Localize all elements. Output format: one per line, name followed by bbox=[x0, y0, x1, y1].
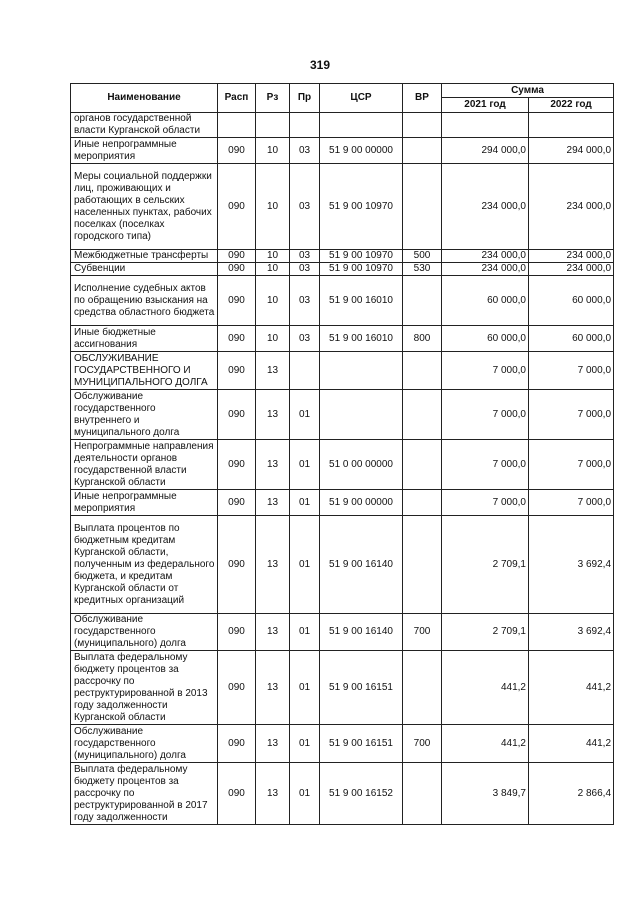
cell-name: Иные бюджетные ассигнования bbox=[71, 326, 218, 352]
cell-rasp: 090 bbox=[218, 390, 256, 440]
cell-csr: 51 0 00 00000 bbox=[320, 440, 403, 490]
cell-vr bbox=[403, 490, 442, 516]
cell-2021: 7 000,0 bbox=[442, 440, 529, 490]
cell-rasp: 090 bbox=[218, 651, 256, 725]
cell-2022: 60 000,0 bbox=[529, 326, 614, 352]
cell-pr: 01 bbox=[290, 651, 320, 725]
cell-pr: 01 bbox=[290, 763, 320, 825]
cell-rasp: 090 bbox=[218, 326, 256, 352]
cell-2021: 7 000,0 bbox=[442, 352, 529, 390]
table-row bbox=[71, 250, 614, 263]
cell-rasp: 090 bbox=[218, 138, 256, 164]
cell-name: Меры социальной поддержки лиц, проживающих и работающих в сельских населенных пунктах, рабочих поселках (поселках городского типа) bbox=[71, 164, 218, 250]
cell-name: Обслуживание государственного (муниципального) долга bbox=[71, 614, 218, 651]
cell-2022: 441,2 bbox=[529, 725, 614, 763]
cell-vr: 800 bbox=[403, 326, 442, 352]
table-row bbox=[71, 276, 614, 326]
cell-pr: 01 bbox=[290, 490, 320, 516]
cell-2021: 60 000,0 bbox=[442, 276, 529, 326]
cell-2022: 7 000,0 bbox=[529, 440, 614, 490]
cell-csr: 51 9 00 00000 bbox=[320, 490, 403, 516]
cell-vr: 700 bbox=[403, 725, 442, 763]
cell-pr: 03 bbox=[290, 326, 320, 352]
cell-pr: 01 bbox=[290, 440, 320, 490]
cell-vr bbox=[403, 113, 442, 138]
cell-vr bbox=[403, 516, 442, 614]
cell-pr bbox=[290, 352, 320, 390]
cell-rz: 10 bbox=[256, 263, 290, 276]
cell-csr: 51 9 00 10970 bbox=[320, 263, 403, 276]
cell-2022: 441,2 bbox=[529, 651, 614, 725]
cell-vr: 530 bbox=[403, 263, 442, 276]
cell-2022: 60 000,0 bbox=[529, 276, 614, 326]
table-row bbox=[71, 113, 614, 138]
col-header-name: Наименование bbox=[71, 84, 218, 113]
cell-2021: 60 000,0 bbox=[442, 326, 529, 352]
cell-name: Исполнение судебных актов по обращению взыскания на средства областного бюджета bbox=[71, 276, 218, 326]
cell-2022: 234 000,0 bbox=[529, 250, 614, 263]
cell-rz: 13 bbox=[256, 516, 290, 614]
cell-2022: 3 692,4 bbox=[529, 516, 614, 614]
cell-rasp bbox=[218, 113, 256, 138]
cell-2022: 7 000,0 bbox=[529, 390, 614, 440]
cell-rz: 13 bbox=[256, 490, 290, 516]
page-number: 319 bbox=[309, 58, 331, 72]
cell-2022: 2 866,4 bbox=[529, 763, 614, 825]
cell-2021 bbox=[442, 113, 529, 138]
table-row bbox=[71, 490, 614, 516]
cell-rasp: 090 bbox=[218, 490, 256, 516]
col-header-2022: 2022 год bbox=[529, 98, 614, 113]
cell-rz: 13 bbox=[256, 390, 290, 440]
budget-table bbox=[70, 83, 614, 825]
table-row bbox=[71, 725, 614, 763]
cell-csr bbox=[320, 352, 403, 390]
col-header-sum: Сумма bbox=[442, 84, 614, 98]
cell-rz: 13 bbox=[256, 352, 290, 390]
cell-pr: 03 bbox=[290, 164, 320, 250]
cell-name: ОБСЛУЖИВАНИЕ ГОСУДАРСТВЕННОГО И МУНИЦИПАЛЬНОГО ДОЛГА bbox=[71, 352, 218, 390]
cell-pr: 03 bbox=[290, 276, 320, 326]
cell-vr bbox=[403, 352, 442, 390]
cell-rasp: 090 bbox=[218, 352, 256, 390]
cell-csr bbox=[320, 390, 403, 440]
cell-name: Выплата процентов по бюджетным кредитам Курганской области, полученным из федерального бюджета, и кредитам Курганской области от кредитных организаций bbox=[71, 516, 218, 614]
cell-rasp: 090 bbox=[218, 263, 256, 276]
cell-rz: 10 bbox=[256, 250, 290, 263]
cell-rz: 13 bbox=[256, 614, 290, 651]
cell-csr: 51 9 00 16010 bbox=[320, 326, 403, 352]
cell-pr: 01 bbox=[290, 725, 320, 763]
cell-2022: 294 000,0 bbox=[529, 138, 614, 164]
cell-rz bbox=[256, 113, 290, 138]
cell-csr: 51 9 00 10970 bbox=[320, 164, 403, 250]
cell-vr bbox=[403, 390, 442, 440]
cell-2021: 7 000,0 bbox=[442, 390, 529, 440]
cell-rz: 10 bbox=[256, 326, 290, 352]
table-row bbox=[71, 651, 614, 725]
cell-2022: 7 000,0 bbox=[529, 490, 614, 516]
cell-csr bbox=[320, 113, 403, 138]
cell-rz: 10 bbox=[256, 164, 290, 250]
cell-pr bbox=[290, 113, 320, 138]
col-header-pr: Пр bbox=[290, 84, 320, 113]
cell-2021: 3 849,7 bbox=[442, 763, 529, 825]
cell-csr: 51 9 00 10970 bbox=[320, 250, 403, 263]
cell-2021: 2 709,1 bbox=[442, 516, 529, 614]
cell-vr bbox=[403, 440, 442, 490]
table-row bbox=[71, 440, 614, 490]
cell-2021: 441,2 bbox=[442, 651, 529, 725]
table-row bbox=[71, 263, 614, 276]
cell-rasp: 090 bbox=[218, 763, 256, 825]
cell-vr bbox=[403, 138, 442, 164]
table-row bbox=[71, 763, 614, 825]
cell-csr: 51 9 00 16151 bbox=[320, 725, 403, 763]
cell-name: Выплата федеральному бюджету процентов за рассрочку по реструктурированной в 2017 году задолженности bbox=[71, 763, 218, 825]
col-header-vr: ВР bbox=[403, 84, 442, 113]
col-header-rz: Рз bbox=[256, 84, 290, 113]
cell-pr: 03 bbox=[290, 263, 320, 276]
cell-rz: 13 bbox=[256, 763, 290, 825]
table-header-row bbox=[71, 84, 614, 98]
col-header-csr: ЦСР bbox=[320, 84, 403, 113]
table-row bbox=[71, 516, 614, 614]
cell-2021: 2 709,1 bbox=[442, 614, 529, 651]
cell-pr: 01 bbox=[290, 614, 320, 651]
cell-pr: 01 bbox=[290, 390, 320, 440]
cell-rz: 13 bbox=[256, 651, 290, 725]
cell-2021: 234 000,0 bbox=[442, 164, 529, 250]
cell-csr: 51 9 00 00000 bbox=[320, 138, 403, 164]
cell-name: Иные непрограммные мероприятия bbox=[71, 490, 218, 516]
cell-name: Выплата федеральному бюджету процентов за рассрочку по реструктурированной в 2013 году задолженности Курганской области bbox=[71, 651, 218, 725]
cell-rasp: 090 bbox=[218, 276, 256, 326]
cell-pr: 01 bbox=[290, 516, 320, 614]
cell-2021: 441,2 bbox=[442, 725, 529, 763]
cell-name: Обслуживание государственного (муниципального) долга bbox=[71, 725, 218, 763]
cell-2022: 3 692,4 bbox=[529, 614, 614, 651]
col-header-2021: 2021 год bbox=[442, 98, 529, 113]
cell-name: Непрограммные направления деятельности органов государственной власти Курганской области bbox=[71, 440, 218, 490]
table-row bbox=[71, 390, 614, 440]
cell-csr: 51 9 00 16010 bbox=[320, 276, 403, 326]
table-row bbox=[71, 352, 614, 390]
table-row bbox=[71, 614, 614, 651]
cell-rasp: 090 bbox=[218, 440, 256, 490]
table-row bbox=[71, 326, 614, 352]
cell-rz: 10 bbox=[256, 276, 290, 326]
cell-name: Обслуживание государственного внутреннего и муниципального долга bbox=[71, 390, 218, 440]
table-row bbox=[71, 164, 614, 250]
cell-vr bbox=[403, 763, 442, 825]
cell-vr: 500 bbox=[403, 250, 442, 263]
cell-name: Межбюджетные трансферты bbox=[71, 250, 218, 263]
col-header-rasp: Расп bbox=[218, 84, 256, 113]
cell-vr bbox=[403, 276, 442, 326]
cell-vr bbox=[403, 164, 442, 250]
cell-2021: 234 000,0 bbox=[442, 250, 529, 263]
cell-rz: 13 bbox=[256, 725, 290, 763]
cell-name: органов государственной власти Курганской области bbox=[71, 113, 218, 138]
table-row bbox=[71, 138, 614, 164]
cell-csr: 51 9 00 16152 bbox=[320, 763, 403, 825]
cell-name: Иные непрограммные мероприятия bbox=[71, 138, 218, 164]
cell-name: Субвенции bbox=[71, 263, 218, 276]
cell-rasp: 090 bbox=[218, 725, 256, 763]
cell-2022: 234 000,0 bbox=[529, 263, 614, 276]
cell-rasp: 090 bbox=[218, 164, 256, 250]
cell-2021: 7 000,0 bbox=[442, 490, 529, 516]
cell-rasp: 090 bbox=[218, 250, 256, 263]
cell-csr: 51 9 00 16151 bbox=[320, 651, 403, 725]
cell-vr bbox=[403, 651, 442, 725]
cell-csr: 51 9 00 16140 bbox=[320, 614, 403, 651]
cell-2022: 7 000,0 bbox=[529, 352, 614, 390]
cell-rz: 10 bbox=[256, 138, 290, 164]
cell-2022: 234 000,0 bbox=[529, 164, 614, 250]
cell-pr: 03 bbox=[290, 138, 320, 164]
cell-rz: 13 bbox=[256, 440, 290, 490]
cell-vr: 700 bbox=[403, 614, 442, 651]
cell-rasp: 090 bbox=[218, 614, 256, 651]
cell-2021: 294 000,0 bbox=[442, 138, 529, 164]
cell-rasp: 090 bbox=[218, 516, 256, 614]
cell-csr: 51 9 00 16140 bbox=[320, 516, 403, 614]
cell-2021: 234 000,0 bbox=[442, 263, 529, 276]
cell-2022 bbox=[529, 113, 614, 138]
cell-pr: 03 bbox=[290, 250, 320, 263]
